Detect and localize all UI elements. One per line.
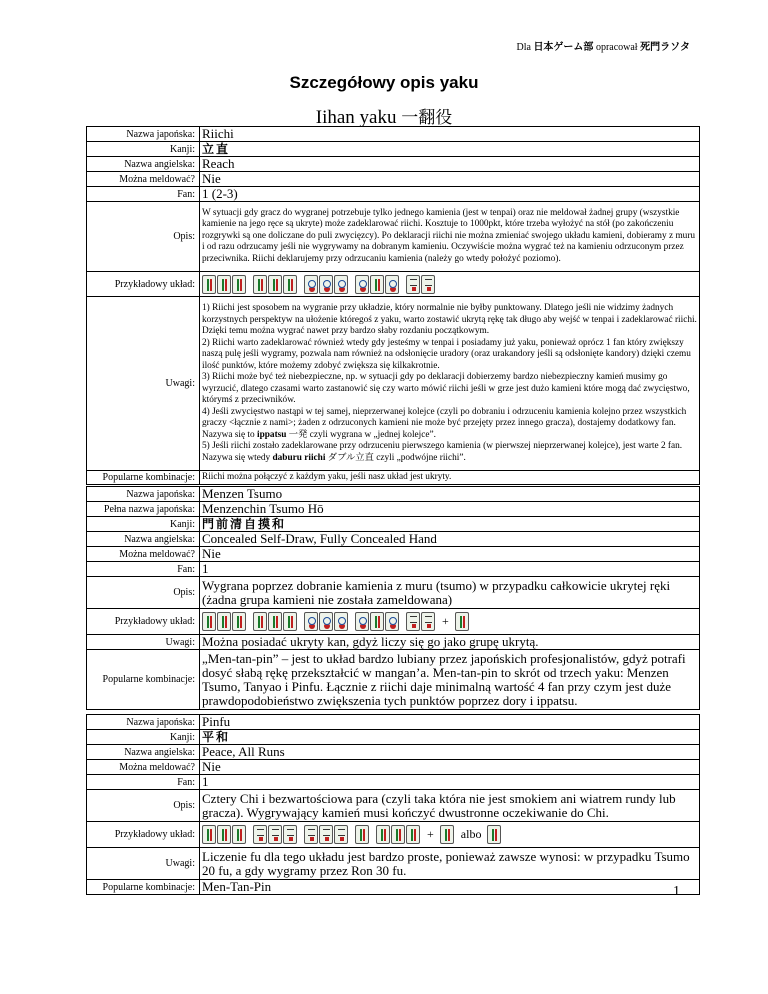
tsumo-fan: 1	[200, 562, 700, 577]
riichi-english-name: Reach	[200, 157, 700, 172]
label-can-call: Można meldować?	[87, 547, 200, 562]
pinfu-can-call: Nie	[200, 760, 700, 775]
tile-icon	[202, 612, 216, 631]
riichi-notes	[200, 297, 700, 471]
tile-icon	[202, 825, 216, 844]
label-example: Przykładowy układ:	[87, 822, 200, 848]
label-japanese-name: Nazwa japońska:	[87, 715, 200, 730]
tile-icon	[319, 275, 333, 294]
page-title: Szczegółowy opis yaku	[289, 73, 479, 92]
label-can-call: Można meldować?	[87, 172, 200, 187]
tile-icon	[355, 275, 369, 294]
tile-icon	[334, 275, 348, 294]
tsumo-notes: Można posiadać ukryty kan, gdyż liczy się go jako grupę ukrytą.	[200, 635, 700, 650]
riichi-ippatsu: ippatsu	[257, 429, 287, 440]
pinfu-combos: Men-Tan-Pin	[200, 880, 700, 895]
plus-sign: +	[427, 827, 434, 841]
riichi-ippatsu-kanji: 一発	[288, 429, 308, 440]
label-can-call: Można meldować?	[87, 760, 200, 775]
label-description: Opis:	[87, 202, 200, 272]
tile-icon	[253, 275, 267, 294]
pinfu-japanese-name: Pinfu	[200, 715, 700, 730]
subtitle-text: Iihan yaku	[315, 107, 397, 128]
label-fan: Fan:	[87, 775, 200, 790]
tile-icon	[253, 612, 267, 631]
label-kanji: Kanji:	[87, 142, 200, 157]
pinfu-description: Cztery Chi i bezwartościowa para (czyli taka która nie jest smokiem ani wiatrem rundy lub gracza). Wygrywający kamień musi kończyć dwustronne oczekiwanie do Chi.	[200, 790, 700, 822]
riichi-note-5-end: czyli „podwójne riichi”.	[376, 452, 466, 463]
tile-icon	[217, 825, 231, 844]
page-header	[516, 38, 690, 53]
tile-icon	[376, 825, 390, 844]
riichi-note-4	[202, 407, 697, 442]
label-notes: Uwagi:	[87, 848, 200, 880]
header-prefix: Dla	[516, 42, 531, 53]
tsumo-full-japanese-name: Menzenchin Tsumo Hō	[200, 502, 700, 517]
tile-icon	[268, 275, 282, 294]
tsumo-kanji: 門前清自摸和	[200, 517, 700, 532]
riichi-daburu: daburu riichi	[272, 452, 326, 463]
tile-icon	[406, 275, 420, 294]
riichi-note-5	[202, 441, 697, 464]
pinfu-kanji: 平和	[200, 730, 700, 745]
tile-icon	[421, 612, 435, 631]
tile-icon	[370, 275, 384, 294]
tile-icon	[355, 825, 369, 844]
tile-icon	[334, 612, 348, 631]
label-kanji: Kanji:	[87, 730, 200, 745]
tile-icon	[406, 612, 420, 631]
page-number: 1	[673, 884, 680, 899]
tile-icon	[217, 612, 231, 631]
riichi-description: W sytuacji gdy gracz do wygranej potrzebuje tylko jednego kamienia (jest w tenpai) oraz nie meldował żadnej grupy (wszystkie kamienie na jego ręce są ukryte) może zadeklarować riichi. Kosztuje to 1000pkt, które trzeba wyłożyć na stół (po zakończeniu rozgrywki są one doliczane do puli zwycięzcy). Po deklaracji riichi nie można zmieniać swojego układu kamieni, dobieramy z muru i od razu odrzucamy jeśli nie wygrywamy na dobranym kamieniu. Oczywiście można wygrać też na kamieniu odrzuconym przez przeciwnika. Riichi deklarujemy przy odrzucaniu kamienia (należy go wtedy położyć poziomo).	[200, 202, 700, 272]
header-group: 日本ゲーム部	[533, 42, 594, 53]
riichi-japanese-name: Riichi	[200, 127, 700, 142]
label-notes: Uwagi:	[87, 635, 200, 650]
tile-icon	[304, 275, 318, 294]
tile-icon	[202, 275, 216, 294]
label-combos: Popularne kombinacje:	[87, 880, 200, 895]
tsumo-example-hand	[200, 609, 700, 635]
riichi-note-3: 3) Riichi może być też niebezpieczne, np. w sytuacji gdy po deklaracji dobierzemy bardzo niebezpieczny kamień musimy go wyrzucić, dlatego czasami warto zastanowić się czy warto mówić riichi jeśli w grze jest dużo kamieni które mogą dać zwycięstwo, którymś z przeciwników.	[202, 372, 690, 405]
label-english-name: Nazwa angielska:	[87, 745, 200, 760]
riichi-note-1: 1) Riichi jest sposobem na wygranie przy układzie, który normalnie nie byłby punktowany. Dlatego jeśli nie widzimy żadnych korzystnych perspektyw na ułożenie któregoś z yaku, warto zostawić ukrytą rękę tak długo aby wejść w tenpai i zadeklarować riichi. Dzięki temu można wygrać nawet przy bardzo słaby rozdaniu początkowym.	[202, 303, 697, 336]
header-middle: opracował	[595, 42, 638, 53]
label-description: Opis:	[87, 577, 200, 609]
pinfu-english-name: Peace, All Runs	[200, 745, 700, 760]
riichi-fan: 1 (2-3)	[200, 187, 700, 202]
plus-sign: +	[442, 614, 449, 628]
pinfu-example-hand	[200, 822, 700, 848]
tile-icon	[319, 825, 333, 844]
tile-icon	[355, 612, 369, 631]
riichi-kanji: 立直	[200, 142, 700, 157]
label-notes: Uwagi:	[87, 297, 200, 471]
riichi-example-hand	[200, 272, 700, 297]
tile-icon	[268, 825, 282, 844]
riichi-note-2: 2) Riichi warto zadeklarować również wtedy gdy jesteśmy w tenpai i posiadamy już yaku, ponieważ oprócz 1 fan który zwiększy naszą pulę jeśli wygramy, pozwala nam również na odsłonięcie uradory (oraz urakandory jeśli są odsłonięte kandory) dzięki czemu ilość punktów, które możemy zdobyć zwiększa się kilkakrotnie.	[202, 337, 691, 371]
tile-icon	[283, 825, 297, 844]
tsumo-can-call: Nie	[200, 547, 700, 562]
tile-icon	[391, 825, 405, 844]
tsumo-japanese-name: Menzen Tsumo	[200, 487, 700, 502]
tile-icon	[283, 275, 297, 294]
tsumo-table	[86, 486, 700, 710]
tile-icon	[268, 612, 282, 631]
label-fan: Fan:	[87, 562, 200, 577]
label-japanese-name: Nazwa japońska:	[87, 127, 200, 142]
label-japanese-name: Nazwa japońska:	[87, 487, 200, 502]
tile-icon	[440, 825, 454, 844]
label-kanji: Kanji:	[87, 517, 200, 532]
label-combos: Popularne kombinacje:	[87, 650, 200, 710]
tile-icon	[334, 825, 348, 844]
riichi-note-5-text: 5) Jeśli riichi zostało zadeklarowane przy odrzuceniu pierwszego kamienia (w pierwszej nieprzerwanej kolejce), jest warte 2 fan. Nazywa się wtedy	[202, 441, 683, 463]
riichi-can-call: Nie	[200, 172, 700, 187]
tile-icon	[385, 612, 399, 631]
tile-icon	[283, 612, 297, 631]
tile-icon	[487, 825, 501, 844]
tile-icon	[232, 612, 246, 631]
riichi-note-4-text: 4) Jeśli zwycięstwo nastąpi w tej samej, nieprzerwanej kolejce (czyli po dobraniu i odrzuceniu kamienia kolejno przez wszystkich graczy <łącznie z nami>; żaden z odrzuconych kamieni nie może być przejęty przez innego gracza), dostajemy dodatkowy fan. Nazywa się to	[202, 406, 687, 440]
label-description: Opis:	[87, 790, 200, 822]
riichi-daburu-kanji: ダブル立直	[327, 452, 374, 463]
tile-icon	[319, 612, 333, 631]
label-full-japanese-name: Pełna nazwa japońska:	[87, 502, 200, 517]
riichi-table	[86, 126, 700, 485]
riichi-combos: Riichi można połączyć z każdym yaku, jeśli nasz układ jest ukryty.	[200, 471, 700, 485]
tile-icon	[406, 825, 420, 844]
pinfu-fan: 1	[200, 775, 700, 790]
header-author: 死門ラソタ	[640, 42, 690, 53]
tile-icon	[232, 275, 246, 294]
tile-icon	[217, 275, 231, 294]
label-example: Przykładowy układ:	[87, 609, 200, 635]
tile-icon	[304, 825, 318, 844]
tsumo-combos: „Men-tan-pin” – jest to układ bardzo lubiany przez japońskich profesjonalistów, gdyż potrafi dosyć słabą rękę przekształcić w mangan’a. Men-tan-pin to skrót od trzech yaku: Menzen Tsumo, Tanyao i Pinfu. Łącznie z riichi daje minimalną wartość 4 fan przy czym jest duże prawdopodobieństwo zwiększenia tych punktów poprzez dory i ippatsu.	[200, 650, 700, 710]
tile-icon	[421, 275, 435, 294]
tile-icon	[232, 825, 246, 844]
tsumo-english-name: Concealed Self-Draw, Fully Concealed Hand	[200, 532, 700, 547]
riichi-note-4-end: czyli wygrana w „jednej kolejce”.	[309, 429, 436, 440]
pinfu-notes: Liczenie fu dla tego układu jest bardzo proste, ponieważ zawsze wynosi: w przypadku Tsumo 20 fu, a gdy wygramy przez Ron 30 fu.	[200, 848, 700, 880]
tile-icon	[304, 612, 318, 631]
label-english-name: Nazwa angielska:	[87, 157, 200, 172]
pinfu-table	[86, 714, 700, 895]
tile-icon	[385, 275, 399, 294]
tsumo-description: Wygrana poprzez dobranie kamienia z muru (tsumo) w przypadku całkowicie ukrytej ręki (żadna grupa kamieni nie została zameldowana)	[200, 577, 700, 609]
tile-icon	[370, 612, 384, 631]
label-english-name: Nazwa angielska:	[87, 532, 200, 547]
or-text: albo	[460, 827, 482, 841]
tile-icon	[455, 612, 469, 631]
label-combos: Popularne kombinacje:	[87, 471, 200, 485]
label-fan: Fan:	[87, 187, 200, 202]
label-example: Przykładowy układ:	[87, 272, 200, 297]
subtitle-kanji: 一翻役	[401, 108, 453, 128]
tile-icon	[253, 825, 267, 844]
